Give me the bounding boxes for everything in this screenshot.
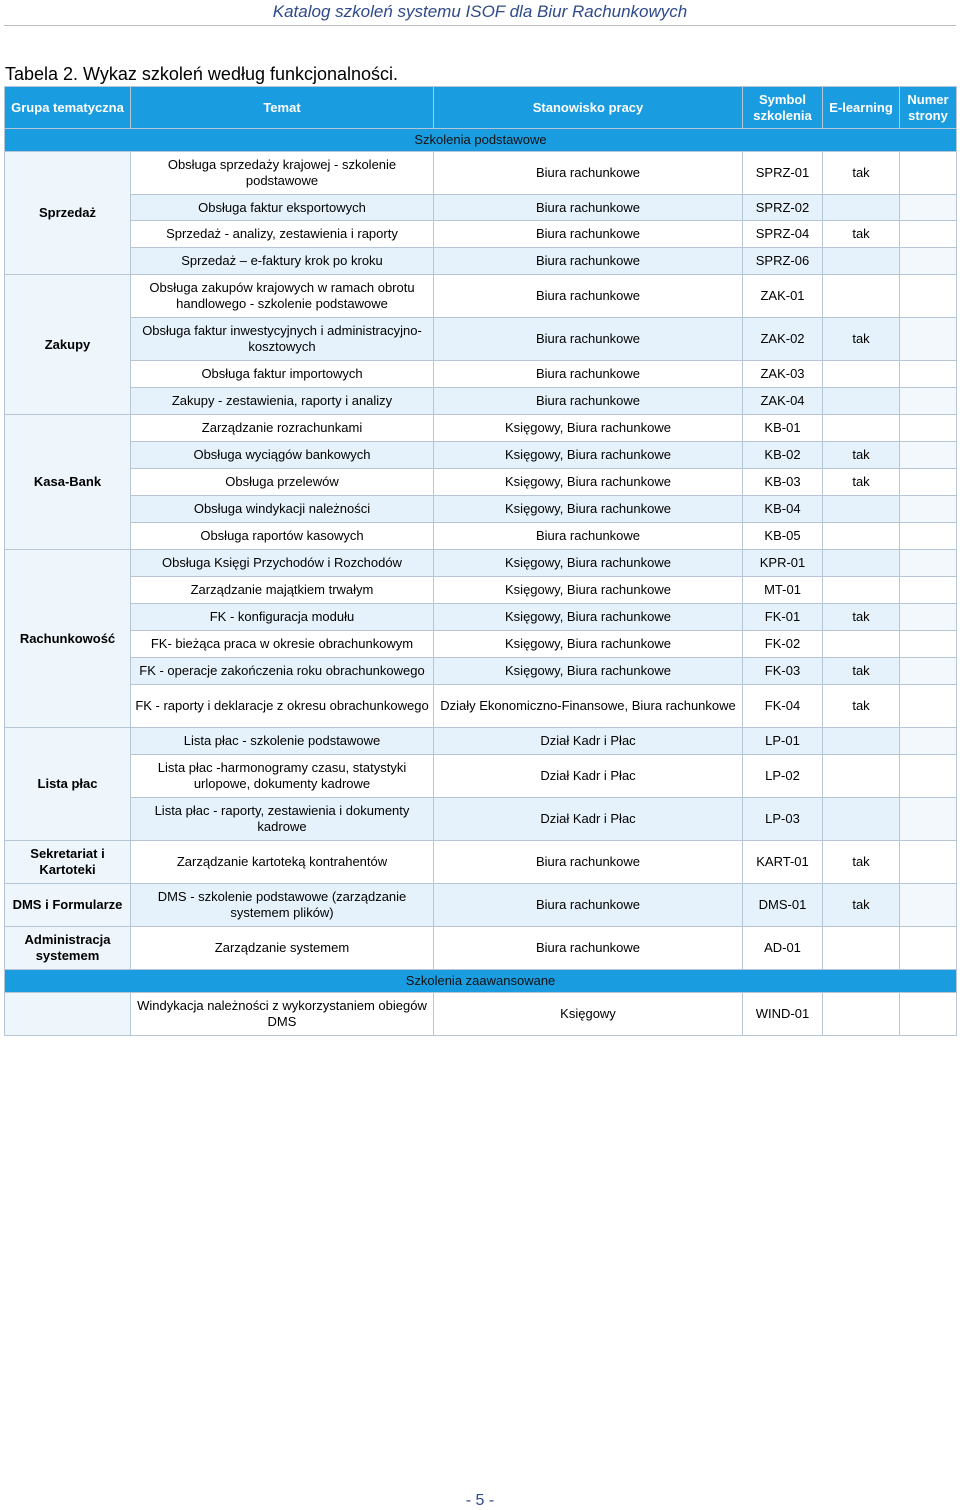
page-number-cell [900, 658, 957, 685]
symbol-cell: SPRZ-02 [743, 195, 823, 221]
table-row [5, 523, 957, 550]
elearning-cell [823, 275, 900, 318]
symbol-cell: SPRZ-06 [743, 248, 823, 275]
table-row [5, 755, 957, 798]
symbol-cell: KART-01 [743, 841, 823, 884]
elearning-cell [823, 631, 900, 658]
symbol-cell: ZAK-03 [743, 361, 823, 388]
elearning-cell [823, 248, 900, 275]
table-row [5, 221, 957, 248]
column-header-group: Grupa tematyczna [5, 87, 131, 129]
position-cell: Biura rachunkowe [434, 361, 743, 388]
table-row [5, 631, 957, 658]
page-number-cell [900, 152, 957, 195]
elearning-cell [823, 195, 900, 221]
table-row [5, 415, 957, 442]
topic-cell: Obsługa sprzedaży krajowej - szkolenie podstawowe [131, 152, 434, 195]
position-cell: Dział Kadr i Płac [434, 798, 743, 841]
page-number-cell [900, 631, 957, 658]
position-cell: Księgowy, Biura rachunkowe [434, 577, 743, 604]
topic-cell: FK - raporty i deklaracje z okresu obrachunkowego [131, 685, 434, 728]
page-number-cell [900, 318, 957, 361]
table-row [5, 927, 957, 970]
page-number-cell [900, 415, 957, 442]
position-cell: Biura rachunkowe [434, 388, 743, 415]
position-cell: Działy Ekonomiczno-Finansowe, Biura rachunkowe [434, 685, 743, 728]
page-number-cell [900, 577, 957, 604]
symbol-cell: WIND-01 [743, 993, 823, 1036]
elearning-cell: tak [823, 658, 900, 685]
page-number-cell [900, 728, 957, 755]
page-number-cell [900, 604, 957, 631]
table-row [5, 685, 957, 728]
topic-cell: Windykacja należności z wykorzystaniem obiegów DMS [131, 993, 434, 1036]
topic-cell: Sprzedaż – e-faktury krok po kroku [131, 248, 434, 275]
table-row [5, 993, 957, 1036]
elearning-cell: tak [823, 318, 900, 361]
position-cell: Księgowy, Biura rachunkowe [434, 469, 743, 496]
position-cell: Księgowy [434, 993, 743, 1036]
position-cell: Biura rachunkowe [434, 221, 743, 248]
elearning-cell: tak [823, 604, 900, 631]
symbol-cell: LP-03 [743, 798, 823, 841]
group-cell-sprzedaz: Sprzedaż [5, 152, 131, 275]
position-cell: Księgowy, Biura rachunkowe [434, 631, 743, 658]
topic-cell: Zakupy - zestawienia, raporty i analizy [131, 388, 434, 415]
page-number-cell [900, 884, 957, 927]
position-cell: Księgowy, Biura rachunkowe [434, 658, 743, 685]
topic-cell: Sprzedaż - analizy, zestawienia i raporty [131, 221, 434, 248]
elearning-cell [823, 798, 900, 841]
topic-cell: FK - operacje zakończenia roku obrachunkowego [131, 658, 434, 685]
section-label-basic: Szkolenia podstawowe [414, 132, 547, 147]
table-row [5, 658, 957, 685]
symbol-cell: KB-04 [743, 496, 823, 523]
table-caption: Tabela 2. Wykaz szkoleń według funkcjonalności. [5, 64, 399, 84]
symbol-cell: KPR-01 [743, 550, 823, 577]
position-cell: Księgowy, Biura rachunkowe [434, 550, 743, 577]
elearning-cell [823, 577, 900, 604]
position-cell: Księgowy, Biura rachunkowe [434, 442, 743, 469]
position-cell: Biura rachunkowe [434, 152, 743, 195]
table-row [5, 275, 957, 318]
page-number-cell [900, 523, 957, 550]
elearning-cell: tak [823, 685, 900, 728]
table-row [5, 728, 957, 755]
table-row [5, 361, 957, 388]
topic-cell: Obsługa windykacji należności [131, 496, 434, 523]
elearning-cell [823, 415, 900, 442]
symbol-cell: ZAK-04 [743, 388, 823, 415]
position-cell: Biura rachunkowe [434, 841, 743, 884]
page-number-cell [900, 442, 957, 469]
position-cell: Biura rachunkowe [434, 275, 743, 318]
elearning-cell [823, 728, 900, 755]
position-cell: Księgowy, Biura rachunkowe [434, 604, 743, 631]
elearning-cell: tak [823, 884, 900, 927]
position-cell: Dział Kadr i Płac [434, 728, 743, 755]
topic-cell: Obsługa Księgi Przychodów i Rozchodów [131, 550, 434, 577]
column-header-symbol: Symbol szkolenia [743, 87, 823, 129]
elearning-cell: tak [823, 152, 900, 195]
symbol-cell: FK-02 [743, 631, 823, 658]
position-cell: Księgowy, Biura rachunkowe [434, 415, 743, 442]
elearning-cell [823, 550, 900, 577]
topic-cell: Obsługa faktur importowych [131, 361, 434, 388]
page-number-cell [900, 841, 957, 884]
group-cell-lista-plac: Lista płac [5, 728, 131, 841]
elearning-cell: tak [823, 442, 900, 469]
topic-cell: Lista płac - szkolenie podstawowe [131, 728, 434, 755]
page-number-cell [900, 496, 957, 523]
symbol-cell: AD-01 [743, 927, 823, 970]
symbol-cell: LP-02 [743, 755, 823, 798]
topic-cell: Lista płac -harmonogramy czasu, statystyki urlopowe, dokumenty kadrowe [131, 755, 434, 798]
elearning-cell: tak [823, 841, 900, 884]
topic-cell: Obsługa faktur inwestycyjnych i administracyjno-kosztowych [131, 318, 434, 361]
table-row [5, 841, 957, 884]
column-header-topic: Temat [131, 87, 434, 129]
section-label-advanced: Szkolenia zaawansowane [405, 973, 556, 988]
symbol-cell: SPRZ-01 [743, 152, 823, 195]
page-number-cell [900, 469, 957, 496]
page-number-cell [900, 195, 957, 221]
column-header-elearning: E-learning [823, 87, 900, 129]
page-number-cell [900, 755, 957, 798]
position-cell: Biura rachunkowe [434, 884, 743, 927]
table-row [5, 442, 957, 469]
symbol-cell: KB-02 [743, 442, 823, 469]
document-header-title: Katalog szkoleń systemu ISOF dla Biur Rachunkowych [272, 2, 688, 21]
group-cell-rachunkowosc: Rachunkowość [5, 550, 131, 728]
page-number-cell [900, 927, 957, 970]
column-header-page: Numer strony [900, 87, 957, 129]
symbol-cell: MT-01 [743, 577, 823, 604]
table-row [5, 152, 957, 195]
table-row [5, 577, 957, 604]
elearning-cell [823, 927, 900, 970]
page-number-cell [900, 685, 957, 728]
table-row [5, 496, 957, 523]
table-row [5, 469, 957, 496]
section-row-advanced [5, 970, 957, 993]
group-cell-empty [5, 993, 131, 1036]
page-number-cell [900, 221, 957, 248]
elearning-cell [823, 755, 900, 798]
group-cell-kasa-bank: Kasa-Bank [5, 415, 131, 550]
symbol-cell: FK-04 [743, 685, 823, 728]
page-number: - 5 - [465, 1492, 495, 1509]
header-divider [4, 25, 956, 26]
position-cell: Biura rachunkowe [434, 195, 743, 221]
topic-cell: FK- bieżąca praca w okresie obrachunkowym [131, 631, 434, 658]
symbol-cell: SPRZ-04 [743, 221, 823, 248]
elearning-cell [823, 388, 900, 415]
page-number-cell [900, 275, 957, 318]
topic-cell: FK - konfiguracja modułu [131, 604, 434, 631]
elearning-cell: tak [823, 469, 900, 496]
position-cell: Dział Kadr i Płac [434, 755, 743, 798]
group-cell-zakupy: Zakupy [5, 275, 131, 415]
topic-cell: Zarządzanie systemem [131, 927, 434, 970]
table-row [5, 388, 957, 415]
page-number-cell [900, 550, 957, 577]
table-row [5, 318, 957, 361]
symbol-cell: DMS-01 [743, 884, 823, 927]
position-cell: Księgowy, Biura rachunkowe [434, 496, 743, 523]
elearning-cell [823, 361, 900, 388]
topic-cell: Obsługa raportów kasowych [131, 523, 434, 550]
topic-cell: Zarządzanie rozrachunkami [131, 415, 434, 442]
group-cell-administracja: Administracja systemem [5, 927, 131, 970]
position-cell: Biura rachunkowe [434, 248, 743, 275]
position-cell: Biura rachunkowe [434, 318, 743, 361]
elearning-cell [823, 993, 900, 1036]
topic-cell: Lista płac - raporty, zestawienia i dokumenty kadrowe [131, 798, 434, 841]
position-cell: Biura rachunkowe [434, 927, 743, 970]
symbol-cell: KB-01 [743, 415, 823, 442]
topic-cell: Zarządzanie kartoteką kontrahentów [131, 841, 434, 884]
group-cell-dms: DMS i Formularze [5, 884, 131, 927]
page-number-cell [900, 798, 957, 841]
topic-cell: Obsługa zakupów krajowych w ramach obrotu handlowego - szkolenie podstawowe [131, 275, 434, 318]
topic-cell: Obsługa faktur eksportowych [131, 195, 434, 221]
group-cell-sekretariat: Sekretariat i Kartoteki [5, 841, 131, 884]
elearning-cell [823, 523, 900, 550]
symbol-cell: KB-03 [743, 469, 823, 496]
table-row [5, 248, 957, 275]
elearning-cell: tak [823, 221, 900, 248]
table-header-row [5, 87, 957, 129]
table-row [5, 884, 957, 927]
section-row-basic [5, 129, 957, 152]
symbol-cell: FK-01 [743, 604, 823, 631]
symbol-cell: KB-05 [743, 523, 823, 550]
symbol-cell: FK-03 [743, 658, 823, 685]
page-number-cell [900, 248, 957, 275]
topic-cell: Obsługa przelewów [131, 469, 434, 496]
page-number-cell [900, 993, 957, 1036]
table-row [5, 604, 957, 631]
symbol-cell: ZAK-01 [743, 275, 823, 318]
topic-cell: Zarządzanie majątkiem trwałym [131, 577, 434, 604]
trainings-table [4, 86, 957, 1036]
page-number-cell [900, 361, 957, 388]
table-row [5, 550, 957, 577]
page-number-cell [900, 388, 957, 415]
topic-cell: DMS - szkolenie podstawowe (zarządzanie systemem plików) [131, 884, 434, 927]
table-row [5, 195, 957, 221]
table-row [5, 798, 957, 841]
position-cell: Biura rachunkowe [434, 523, 743, 550]
topic-cell: Obsługa wyciągów bankowych [131, 442, 434, 469]
elearning-cell [823, 496, 900, 523]
column-header-position: Stanowisko pracy [434, 87, 743, 129]
symbol-cell: LP-01 [743, 728, 823, 755]
symbol-cell: ZAK-02 [743, 318, 823, 361]
